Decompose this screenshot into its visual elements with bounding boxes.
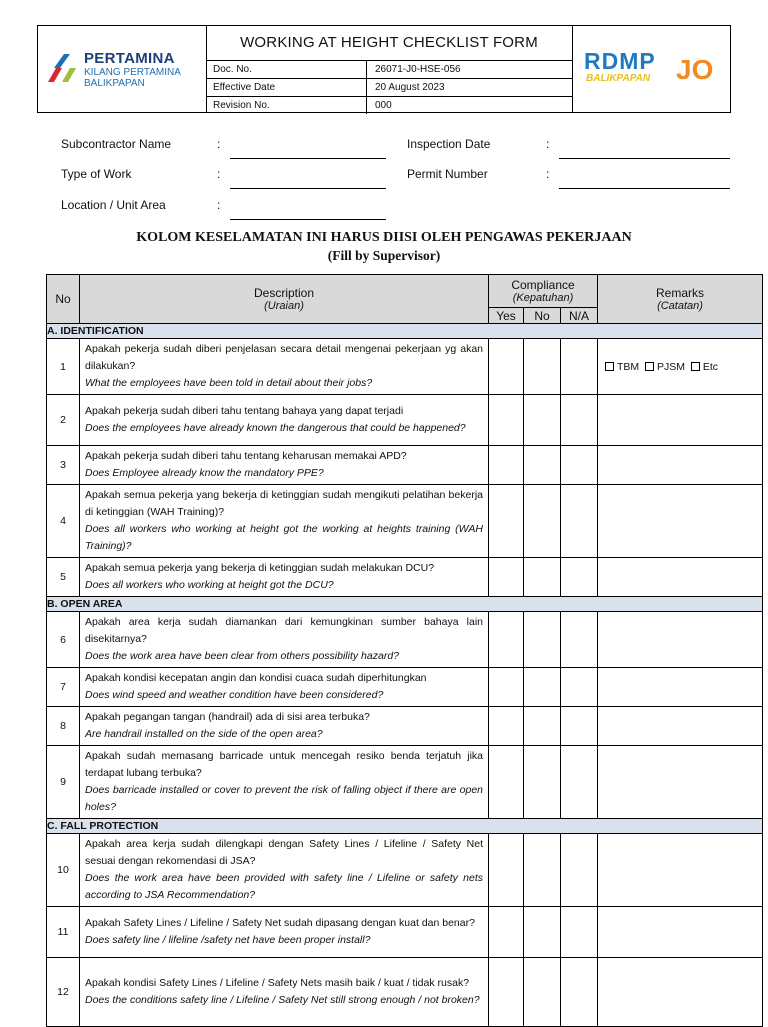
row-text-id: Apakah area kerja sudah dilengkapi dengan Safety Lines / Lifeline / Safety Net sesuai dengan rekomendasi di JSA? [85, 838, 483, 867]
section-label: C. FALL PROTECTION [47, 819, 763, 834]
row-description [80, 339, 489, 395]
company-sub1: KILANG PERTAMINA [84, 67, 181, 78]
row-description [80, 558, 489, 597]
row-number: 12 [47, 958, 80, 1027]
header-description [80, 275, 489, 324]
row-text-id: Apakah pegangan tangan (handrail) ada di sisi area terbuka? [85, 711, 370, 723]
row-text-id: Apakah pekerja sudah diberi tahu tentang keharusan memakai APD? [85, 450, 407, 462]
checkbox-icon[interactable] [645, 362, 654, 371]
na-cell[interactable] [561, 558, 598, 597]
pertamina-logo-icon [48, 54, 84, 82]
rdmp-logo-sub: BALIKPAPAN [586, 73, 651, 84]
row-text-id: Apakah pekerja sudah diberi penjelasan secara detail mengenai pekerjaan yg akan dilakukan? [85, 343, 483, 372]
table-row [47, 668, 763, 707]
section-subtitle: (Fill by Supervisor) [327, 248, 441, 263]
form-title: WORKING AT HEIGHT CHECKLIST FORM [206, 26, 572, 61]
na-cell[interactable] [561, 612, 598, 668]
yes-cell[interactable] [489, 834, 524, 907]
row-text-en: Does the employees have already known the dangerous that could be happened? [85, 422, 466, 434]
row-description [80, 907, 489, 958]
row-text-en: Does all workers who working at height got the DCU? [85, 579, 334, 591]
inspection-date-field[interactable] [559, 158, 730, 159]
table-row [47, 395, 763, 446]
checkbox-icon[interactable] [691, 362, 700, 371]
table-row [47, 612, 763, 668]
yes-cell[interactable] [489, 612, 524, 668]
yes-cell[interactable] [489, 707, 524, 746]
header-no-col: No [524, 308, 561, 324]
row-text-en: Does the work area have been clear from others possibility hazard? [85, 650, 399, 662]
colon: : [546, 137, 550, 151]
company-sub2: BALIKPAPAN [84, 78, 145, 89]
na-cell[interactable] [561, 907, 598, 958]
row-number: 2 [47, 395, 80, 446]
rdmp-logo-cell [572, 26, 730, 112]
rdmp-logo-jo: JO [676, 54, 714, 85]
remarks-cell[interactable] [598, 746, 763, 819]
row-text-en: Does wind speed and weather condition have been considered? [85, 689, 384, 701]
row-text-id: Apakah kondisi kecepatan angin dan kondisi cuaca sudah diperhitungkan [85, 672, 427, 684]
meta-value: 000 [375, 100, 392, 111]
row-text-id: Apakah pekerja sudah diberi tahu tentang bahaya yang dapat terjadi [85, 405, 404, 417]
company-logo-cell [38, 26, 207, 112]
row-description [80, 395, 489, 446]
type-of-work-field[interactable] [230, 188, 386, 189]
table-row [47, 339, 763, 395]
colon: : [546, 167, 550, 181]
section-label: B. OPEN AREA [47, 597, 763, 612]
section-row-fall-protection [47, 819, 763, 834]
na-cell[interactable] [561, 834, 598, 907]
subcontractor-label: Subcontractor Name [61, 137, 172, 151]
row-text-en: Does safety line / lifeline /safety net have been proper install? [85, 934, 371, 946]
header-compliance-sub: (Kepatuhan) [512, 292, 574, 304]
yes-cell[interactable] [489, 746, 524, 819]
header-compliance-label: Compliance [511, 278, 575, 292]
yes-cell[interactable] [489, 339, 524, 395]
yes-cell[interactable] [489, 558, 524, 597]
row-number: 7 [47, 668, 80, 707]
na-cell[interactable] [561, 707, 598, 746]
colon: : [217, 137, 221, 151]
no-cell[interactable] [524, 339, 561, 395]
yes-cell[interactable] [489, 485, 524, 558]
no-cell[interactable] [524, 668, 561, 707]
header-description-label: Description [253, 286, 315, 300]
row-text-en: Does the conditions safety line / Lifeline / Safety Net still strong enough / not broken? [85, 994, 480, 1006]
row-number: 9 [47, 746, 80, 819]
yes-cell[interactable] [489, 907, 524, 958]
document-header [37, 25, 731, 113]
remarks-cell[interactable] [598, 446, 763, 485]
type-of-work-label: Type of Work [61, 167, 132, 181]
permit-number-field[interactable] [559, 188, 730, 189]
na-cell[interactable] [561, 339, 598, 395]
remarks-cell[interactable] [598, 612, 763, 668]
table-row [47, 485, 763, 558]
checklist-table [46, 274, 763, 1027]
subcontractor-field[interactable] [230, 158, 386, 159]
table-header-row [47, 275, 763, 308]
table-row [47, 446, 763, 485]
section-label: A. IDENTIFICATION [47, 324, 763, 339]
meta-label: Effective Date [206, 79, 367, 96]
section-row-open-area [47, 597, 763, 612]
header-remarks-sub: (Catatan) [657, 300, 703, 312]
section-title: KOLOM KESELAMATAN INI HARUS DIISI OLEH PENGAWAS PEKERJAAN [136, 230, 632, 245]
remark-option-etc: Etc [702, 360, 719, 373]
remarks-cell[interactable] [598, 558, 763, 597]
row-text-en: Are handrail installed on the side of the open area? [85, 728, 323, 740]
na-cell[interactable] [561, 958, 598, 1027]
row-number: 3 [47, 446, 80, 485]
no-cell[interactable] [524, 485, 561, 558]
na-cell[interactable] [561, 446, 598, 485]
row-description [80, 612, 489, 668]
colon: : [217, 198, 221, 212]
row-text-en: Does barricade installed or cover to prevent the risk of falling object if there are open holes? [85, 784, 483, 813]
permit-number-label: Permit Number [407, 167, 488, 181]
no-cell[interactable] [524, 958, 561, 1027]
table-row [47, 958, 763, 1027]
remarks-cell [598, 339, 763, 395]
yes-cell[interactable] [489, 446, 524, 485]
row-number: 10 [47, 834, 80, 907]
row-text-id: Apakah kondisi Safety Lines / Lifeline / Safety Nets masih baik / kuat / tidak rusak? [85, 977, 470, 989]
remarks-cell[interactable] [598, 958, 763, 1027]
form-info-cell [206, 26, 573, 112]
table-row [47, 558, 763, 597]
yes-cell[interactable] [489, 958, 524, 1027]
row-description [80, 707, 489, 746]
company-name-block [84, 50, 181, 89]
no-cell[interactable] [524, 746, 561, 819]
remarks-cell[interactable] [598, 395, 763, 446]
row-description [80, 958, 489, 1027]
location-field[interactable] [230, 219, 386, 220]
meta-row-effective-date [206, 79, 572, 97]
row-description [80, 746, 489, 819]
no-cell[interactable] [524, 446, 561, 485]
section-row-identification [47, 324, 763, 339]
header-remarks-label: Remarks [656, 286, 705, 300]
remarks-cell[interactable] [598, 907, 763, 958]
row-description [80, 668, 489, 707]
no-cell[interactable] [524, 907, 561, 958]
row-text-id: Apakah Safety Lines / Lifeline / Safety Net sudah dipasang dengan kuat dan benar? [85, 917, 475, 929]
meta-label: Revision No. [206, 97, 367, 114]
na-cell[interactable] [561, 395, 598, 446]
row-number: 6 [47, 612, 80, 668]
remarks-cell[interactable] [598, 668, 763, 707]
company-name: PERTAMINA [84, 50, 175, 67]
row-text-id: Apakah area kerja sudah diamankan dari kemungkinan sumber bahaya lain disekitarnya? [85, 616, 483, 645]
table-row [47, 707, 763, 746]
header-compliance [489, 275, 598, 308]
na-cell[interactable] [561, 485, 598, 558]
header-yes: Yes [489, 308, 524, 324]
header-remarks [598, 275, 763, 324]
remarks-cell[interactable] [598, 485, 763, 558]
inspection-date-label: Inspection Date [407, 137, 491, 151]
remark-option-tbm: TBM [617, 360, 640, 373]
row-text-en: What the employees have been told in detail about their jobs? [85, 377, 373, 389]
remarks-cell[interactable] [598, 834, 763, 907]
rdmp-logo-text: RDMP [584, 48, 656, 74]
header-na: N/A [561, 308, 598, 324]
remarks-cell[interactable] [598, 707, 763, 746]
row-text-id: Apakah semua pekerja yang bekerja di ketinggian sudah mengikuti pelatihan bekerja di ketinggian (WAH Training)? [85, 489, 483, 518]
meta-label: Doc. No. [206, 61, 367, 78]
row-description [80, 834, 489, 907]
table-row [47, 834, 763, 907]
row-text-en: Does the work area have been provided with safety line / Lifeline or safety nets according to JSA Recommendation? [85, 872, 483, 901]
yes-cell[interactable] [489, 668, 524, 707]
row-description [80, 485, 489, 558]
remark-option-pjsm: PJSM [657, 360, 686, 373]
row-text-en: Does all workers who working at height got the working at heights training (WAH Training)? [85, 523, 483, 552]
row-text-id: Apakah sudah memasang barricade untuk mencegah resiko benda terjatuh jika terdapat lubang terbuka? [85, 750, 483, 779]
location-label: Location / Unit Area [61, 198, 166, 212]
table-row [47, 746, 763, 819]
no-cell[interactable] [524, 612, 561, 668]
na-cell[interactable] [561, 668, 598, 707]
row-number: 11 [47, 907, 80, 958]
no-cell[interactable] [524, 395, 561, 446]
row-number: 4 [47, 485, 80, 558]
no-cell[interactable] [524, 707, 561, 746]
no-cell[interactable] [524, 834, 561, 907]
meta-row-doc-no [206, 61, 572, 79]
row-number: 5 [47, 558, 80, 597]
rdmp-logo [584, 48, 724, 92]
meta-value: 26071-J0-HSE-056 [375, 64, 461, 75]
row-number: 1 [47, 339, 80, 395]
header-no: No [47, 275, 80, 324]
row-number: 8 [47, 707, 80, 746]
header-description-sub: (Uraian) [264, 300, 304, 312]
yes-cell[interactable] [489, 395, 524, 446]
row-text-id: Apakah semua pekerja yang bekerja di ketinggian sudah melakukan DCU? [85, 562, 435, 574]
no-cell[interactable] [524, 558, 561, 597]
row-description [80, 446, 489, 485]
colon: : [217, 167, 221, 181]
meta-value: 20 August 2023 [375, 82, 445, 93]
row-text-en: Does Employee already know the mandatory PPE? [85, 467, 324, 479]
checkbox-icon[interactable] [605, 362, 614, 371]
table-row [47, 907, 763, 958]
na-cell[interactable] [561, 746, 598, 819]
meta-row-revision [206, 97, 572, 114]
